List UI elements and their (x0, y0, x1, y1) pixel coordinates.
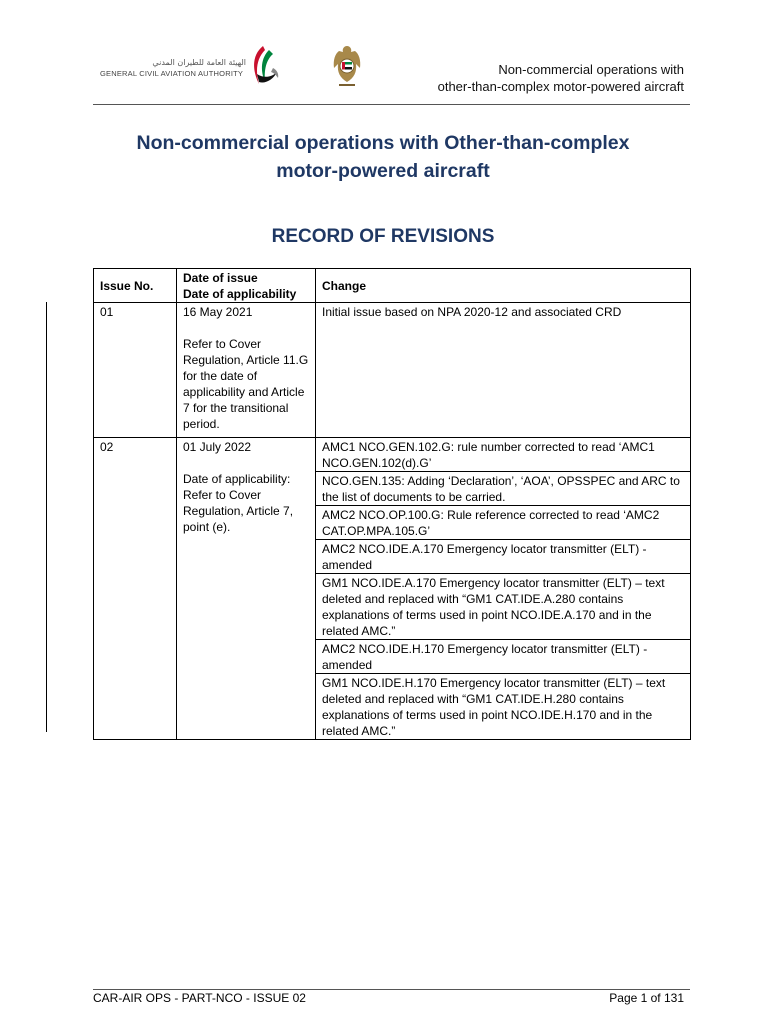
header-divider (93, 104, 690, 105)
footer-document-id: CAR-AIR OPS - PART-NCO - ISSUE 02 (93, 991, 306, 1005)
change-cell: AMC2 NCO.IDE.A.170 Emergency locator transmitter (ELT) - amended (316, 540, 691, 574)
date-cell (177, 303, 316, 438)
header-title-line-1: Non-commercial operations with (498, 62, 684, 77)
header-date-line-2: Date of applicability (183, 287, 297, 301)
issue-date: 16 May 2021 (183, 305, 253, 319)
header-date-line-1: Date of issue (183, 271, 258, 285)
document-title (93, 129, 673, 185)
issue-date: 01 July 2022 (183, 440, 252, 454)
table-header-row (94, 269, 691, 303)
header-title-line-2: other-than-complex motor-powered aircraft (437, 79, 684, 94)
gcaa-arabic-name: الهيئة العامة للطيران المدني (152, 58, 246, 67)
gcaa-english-name: GENERAL CIVIL AVIATION AUTHORITY (100, 69, 244, 78)
change-cell: GM1 NCO.IDE.H.170 Emergency locator transmitter (ELT) – text deleted and replaced with “GM1 CAT.IDE.H.280 contains explanations of terms used in point NCO.IDE.H.170 and in the related AMC.” (316, 674, 691, 740)
header-document-title (438, 61, 684, 95)
header-date (177, 269, 316, 303)
date-cell (177, 438, 316, 740)
section-title: RECORD OF REVISIONS (271, 226, 495, 247)
table-row (94, 438, 691, 472)
change-margin-bar (46, 302, 47, 732)
gcaa-logo (100, 40, 280, 90)
footer-page-number: Page 1 of 131 (609, 991, 684, 1005)
applicability-note: Refer to Cover Regulation, Article 11.G for the date of applicability and Article 7 for the transitional period. (183, 337, 309, 431)
change-cell: NCO.GEN.135: Adding ‘Declaration’, ‘AOA’, OPSSPEC and ARC to the list of documents to be carried. (316, 472, 691, 506)
change-cell: AMC2 NCO.IDE.H.170 Emergency locator transmitter (ELT) - amended (316, 640, 691, 674)
document-title-line-1: Non-commercial operations with Other-than-complex (136, 132, 630, 154)
table-row (94, 303, 691, 438)
revisions-table (93, 268, 691, 740)
gcaa-falcon-emblem-icon (243, 44, 281, 88)
header-change: Change (316, 269, 691, 303)
change-cell: AMC2 NCO.OP.100.G: Rule reference corrected to read ‘AMC2 CAT.OP.MPA.105.G’ (316, 506, 691, 540)
header-issue-no: Issue No. (94, 269, 177, 303)
change-cell: AMC1 NCO.GEN.102.G: rule number corrected to read ‘AMC1 NCO.GEN.102(d).G’ (316, 438, 691, 472)
document-title-line-2: motor-powered aircraft (276, 160, 490, 182)
change-cell: Initial issue based on NPA 2020-12 and associated CRD (316, 303, 691, 438)
applicability-note: Date of applicability: Refer to Cover Regulation, Article 7, point (e). (183, 472, 294, 534)
issue-cell: 01 (94, 303, 177, 438)
uae-national-emblem-icon (330, 44, 364, 88)
change-cell: GM1 NCO.IDE.A.170 Emergency locator transmitter (ELT) – text deleted and replaced with “GM1 CAT.IDE.A.280 contains explanations of terms used in point NCO.IDE.A.170 and in the related AMC.” (316, 574, 691, 640)
issue-cell: 02 (94, 438, 177, 740)
footer-divider (93, 989, 690, 990)
